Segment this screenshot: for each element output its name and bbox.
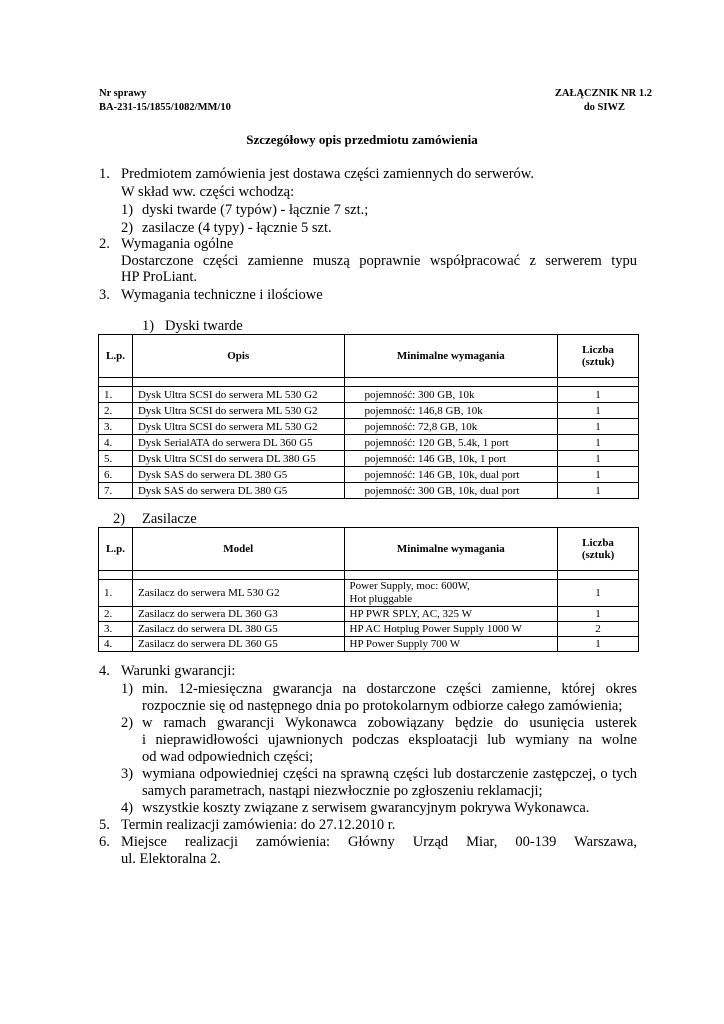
- col-qty-line1: Liczba: [582, 344, 614, 356]
- cell-lp: 4.: [99, 435, 133, 451]
- col-qty: [558, 335, 639, 378]
- cell-req-line1: Power Supply, moc: 600W,: [349, 580, 470, 592]
- annex-to: do SIWZ: [583, 102, 625, 113]
- s3-num: 3.: [99, 287, 110, 303]
- cell-qty: 1: [558, 435, 639, 451]
- s1-text: Predmiotem zamówienia jest dostawa części zamiennych do serwerów.: [121, 166, 534, 182]
- s1-item2-text: zasilacze (4 typy) - łącznie 5 szt.: [142, 220, 332, 236]
- cell-req: pojemność: 72,8 GB, 10k: [344, 419, 558, 435]
- cell-qty: 1: [558, 607, 639, 622]
- col-qty-line2: (sztuk): [581, 356, 615, 368]
- table1-caption: Dyski twarde: [165, 318, 243, 334]
- spacer-row: [99, 378, 639, 387]
- s4-item1-num: 1): [121, 681, 134, 697]
- cell-qty: 1: [558, 483, 639, 499]
- s5-text: Termin realizacji zamówienia: do 27.12.2010 r.: [121, 817, 396, 833]
- cell-model: Zasilacz do serwera DL 380 G5: [132, 622, 344, 637]
- cell-req: pojemność: 146 GB, 10k, dual port: [344, 467, 558, 483]
- table-row: [99, 467, 639, 483]
- s4-item2-line1: w ramach gwarancji Wykonawca zobowiązany będzie do usunięcia usterek: [142, 715, 637, 731]
- table-row: [99, 622, 639, 637]
- s2-num: 2.: [99, 236, 110, 252]
- cell-qty: 1: [558, 387, 639, 403]
- cell-lp: 2.: [99, 607, 133, 622]
- cell-req: HP Power Supply 700 W: [344, 637, 558, 652]
- cell-desc: Dysk SAS do serwera DL 380 G5: [132, 483, 344, 499]
- cell-qty: 1: [558, 467, 639, 483]
- s4-item3-line1: wymiana odpowiedniej części na sprawną części lub dostarczenie zastępczej, o tych: [142, 766, 637, 782]
- case-number: BA-231-15/1855/1082/MM/10: [99, 102, 231, 113]
- spacer-row: [99, 571, 639, 580]
- table-row: [99, 607, 639, 622]
- cell-req-line2: Hot pluggable: [349, 593, 413, 605]
- s4-item1-line2: rozpocznie się od następnego dnia po protokolarnym odbiorze całego zamówienia;: [142, 698, 623, 714]
- cell-qty: 1: [558, 403, 639, 419]
- cell-req: pojemność: 146 GB, 10k, 1 port: [344, 451, 558, 467]
- cell-req: pojemność: 300 GB, 10k: [344, 387, 558, 403]
- case-header: [99, 87, 231, 115]
- table-row: [99, 403, 639, 419]
- cell-req: [344, 580, 558, 607]
- s4-item3-line2: samych parametrach, nastąpi niezwłocznie po zgłoszeniu reklamacji;: [142, 783, 543, 799]
- table-row: [99, 435, 639, 451]
- s1-sub: W skład ww. części wchodzą:: [121, 184, 295, 200]
- disks-table: [98, 334, 639, 499]
- table-row: [99, 483, 639, 499]
- cell-lp: 3.: [99, 622, 133, 637]
- s6-line2: ul. Elektoralna 2.: [121, 851, 221, 867]
- cell-qty: 1: [558, 451, 639, 467]
- col-model: Model: [132, 528, 344, 571]
- s5-num: 5.: [99, 817, 110, 833]
- s2-text: Wymagania ogólne: [121, 236, 234, 252]
- table-header-row: [99, 335, 639, 378]
- table-row: [99, 387, 639, 403]
- s4-item3-num: 3): [121, 766, 134, 782]
- s4-item2-num: 2): [121, 715, 134, 731]
- table1-caption-num: 1): [142, 318, 155, 334]
- cell-qty: 1: [558, 580, 639, 607]
- col-desc: Opis: [132, 335, 344, 378]
- cell-req: HP AC Hotplug Power Supply 1000 W: [344, 622, 558, 637]
- table-row: [99, 637, 639, 652]
- cell-lp: 5.: [99, 451, 133, 467]
- s4-item4-num: 4): [121, 800, 134, 816]
- cell-qty: 2: [558, 622, 639, 637]
- cell-lp: 4.: [99, 637, 133, 652]
- col-lp: L.p.: [99, 528, 133, 571]
- cell-req: HP PWR SPLY, AC, 325 W: [344, 607, 558, 622]
- s1-item2-num: 2): [121, 220, 134, 236]
- cell-model: Zasilacz do serwera DL 360 G5: [132, 637, 344, 652]
- cell-model: Zasilacz do serwera ML 530 G2: [132, 580, 344, 607]
- cell-lp: 6.: [99, 467, 133, 483]
- document-title: Szczegółowy opis przedmiotu zamówienia: [246, 132, 478, 147]
- case-label: Nr sprawy: [99, 88, 147, 99]
- cell-desc: Dysk Ultra SCSI do serwera ML 530 G2: [132, 419, 344, 435]
- table2-caption-num: 2): [113, 511, 126, 527]
- cell-desc: Dysk Ultra SCSI do serwera DL 380 G5: [132, 451, 344, 467]
- col-qty-line1: Liczba: [582, 537, 614, 549]
- cell-lp: 1.: [99, 580, 133, 607]
- cell-lp: 7.: [99, 483, 133, 499]
- cell-lp: 1.: [99, 387, 133, 403]
- s4-num: 4.: [99, 663, 110, 679]
- table-header-row: [99, 528, 639, 571]
- cell-desc: Dysk Ultra SCSI do serwera ML 530 G2: [132, 403, 344, 419]
- annex-header: [555, 87, 652, 115]
- annex-label: ZAŁĄCZNIK NR 1.2: [554, 88, 652, 99]
- power-supplies-table: [98, 527, 639, 652]
- col-qty: [558, 528, 639, 571]
- col-lp: L.p.: [99, 335, 133, 378]
- col-req: Minimalne wymagania: [344, 528, 558, 571]
- cell-desc: Dysk SAS do serwera DL 380 G5: [132, 467, 344, 483]
- s4-item1-line1: min. 12-miesięczna gwarancja na dostarczone części zamienne, której okres: [142, 681, 637, 697]
- cell-req: pojemność: 120 GB, 5.4k, 1 port: [344, 435, 558, 451]
- s3-text: Wymagania techniczne i ilościowe: [121, 287, 323, 303]
- col-qty-line2: (sztuk): [581, 549, 615, 561]
- s2-body-line1: Dostarczone części zamienne muszą poprawnie współpracować z serwerem typu: [121, 253, 637, 269]
- s4-item2-line3: od wad odpowiednich części;: [142, 749, 314, 765]
- cell-req: pojemność: 300 GB, 10k, dual port: [344, 483, 558, 499]
- s1-item1-num: 1): [121, 202, 134, 218]
- s4-item4-line1: wszystkie koszty związane z serwisem gwarancyjnym pokrywa Wykonawca.: [142, 800, 590, 816]
- table-row: [99, 451, 639, 467]
- s1-item1-text: dyski twarde (7 typów) - łącznie 7 szt.;: [142, 202, 369, 218]
- s1-num: 1.: [99, 166, 110, 182]
- cell-model: Zasilacz do serwera DL 360 G3: [132, 607, 344, 622]
- s4-item2-line2: i nieprawidłowości ujawnionych podczas eksploatacji lub wymiany na wolne: [142, 732, 637, 748]
- s6-line1: Miejsce realizacji zamówienia: Główny Urząd Miar, 00-139 Warszawa,: [121, 834, 637, 850]
- col-req: Minimalne wymagania: [344, 335, 558, 378]
- s2-body-line2: HP ProLiant.: [121, 269, 197, 285]
- s6-num: 6.: [99, 834, 110, 850]
- cell-lp: 3.: [99, 419, 133, 435]
- cell-lp: 2.: [99, 403, 133, 419]
- cell-desc: Dysk SerialATA do serwera DL 360 G5: [132, 435, 344, 451]
- table2-caption: Zasilacze: [142, 511, 197, 527]
- cell-qty: 1: [558, 419, 639, 435]
- cell-qty: 1: [558, 637, 639, 652]
- cell-req: pojemność: 146,8 GB, 10k: [344, 403, 558, 419]
- s4-text: Warunki gwarancji:: [121, 663, 236, 679]
- cell-desc: Dysk Ultra SCSI do serwera ML 530 G2: [132, 387, 344, 403]
- table-row: [99, 580, 639, 607]
- table-row: [99, 419, 639, 435]
